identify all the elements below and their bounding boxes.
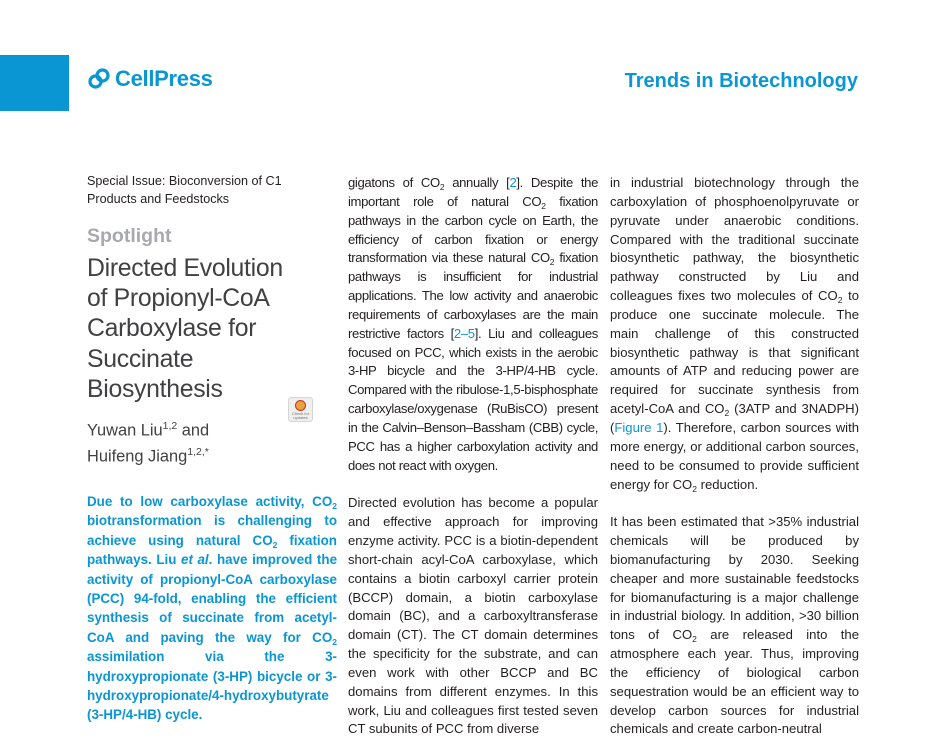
right-column (610, 174, 859, 739)
author-conjunction: and (177, 421, 210, 440)
body-text: (3ATP and 3NADPH) ( (610, 401, 859, 435)
body-paragraph (348, 174, 598, 476)
title-line: Succinate (87, 345, 194, 373)
affiliation-marker: 1,2 (162, 420, 178, 433)
subscript: 2 (837, 295, 843, 306)
body-text: in industrial biotechnology through the carboxylation of phosphoenolpyruvate or pyruvate under anaerobic conditions. Compared with the traditional succinate biosynthetic pathway, the biosynthetic pathway constructed by Liu and colleagues fixes two molecules of CO (610, 175, 859, 304)
body-paragraph: Directed evolution has become a popular and effective approach for improving enzyme activity. PCC is a biotin-dependent short-chain acyl-CoA carboxylase, which contains a biotin carboxyl carrier protein (BCCP) domain, a biotin carboxylase domain (BC), and a carboxyltransferase domain (CT). The CT domain determines the specificity for the substrate, and can even work with other BCCP and BC domains from different enzymes. In this work, Liu and colleagues first tested seven CT subunits of PCC from diverse (348, 495, 598, 737)
middle-column (348, 174, 598, 739)
author-block (87, 411, 337, 468)
body-text: to produce one succinate molecule. The main challenge of this constructed biosynthetic pathway is that significant amounts of ATP and reducing power are required for succinate synthesis from acetyl-CoA and CO (610, 288, 859, 417)
title-line: Carboxylase for (87, 315, 257, 343)
body-text: reduction. (696, 476, 759, 492)
cellpress-logo-icon (87, 67, 111, 91)
body-paragraph (610, 513, 859, 739)
body-text: annually [ (444, 175, 510, 190)
abstract-text: fixation pathways. Liu (87, 532, 337, 568)
subscript: 2 (724, 408, 730, 419)
cellpress-logo[interactable] (87, 66, 213, 92)
article-title (87, 254, 337, 405)
check-for-updates-badge[interactable] (288, 397, 313, 422)
body-text: are released into the atmosphere each year. Thus, improving the efficiency of biological carbon sequestration would be an efficient way to develop carbon sources for industrial chemicals and create carbon-neutral (610, 627, 859, 737)
body-text: fixation pathways in the carbon cycle on Earth, the efficiency of carbon fixation or energy transformation via these natural CO (348, 193, 598, 266)
header-accent-tab (0, 55, 69, 111)
reference-link[interactable]: 2 (509, 175, 517, 190)
title-line: Directed Evolution (87, 255, 283, 282)
abstract-text: Due to low carboxylase activity, CO (87, 493, 333, 509)
body-text: gigatons of CO (348, 175, 440, 190)
et-al-italic: et al (181, 552, 209, 568)
author-list (87, 415, 337, 468)
reference-link[interactable]: 2–5 (453, 325, 475, 341)
check-updates-icon (295, 400, 306, 411)
check-updates-label: Check for updates (291, 411, 310, 421)
left-column (87, 173, 337, 725)
title-line: Biosynthesis (87, 375, 223, 403)
author-name[interactable]: Huifeng Jiang (87, 447, 188, 466)
subscript: 2 (541, 200, 546, 211)
body-text: ]. Despite the important role of natural CO (348, 175, 598, 209)
title-line: of Propionyl-CoA (87, 285, 270, 313)
body-text: ). Therefore, carbon sources with more energy, or additional carbon sources, need to be consumed to provide sufficient energy for CO (610, 419, 859, 492)
author-name[interactable]: Yuwan Liu (87, 421, 163, 440)
subscript: 2 (272, 539, 278, 550)
subscript: 2 (549, 257, 555, 268)
subscript: 2 (332, 636, 337, 647)
subscript: 2 (439, 182, 445, 192)
publisher-name: CellPress (115, 66, 213, 91)
journal-title[interactable]: Trends in Biotechnology (624, 70, 858, 92)
abstract-text: . have improved the activity of propionyl-CoA carboxylase (PCC) 94-fold, enabling the efficient synthesis of succinate from acetyl-CoA and paving the way for CO (87, 552, 338, 645)
body-text: It has been estimated that >35% industrial chemicals will be produced by biomanufacturing by 2030. Seeking cheaper and more sustainable feedstocks for biomanufacturing is a major challenge in industrial biology. In addition, >30 billion tons of CO (610, 514, 859, 643)
abstract-text: assimilation via the 3-hydroxypropionate (3-HP) bicycle or 3-hydroxypropionate/4-hydroxybutyrate (3-HP/4-HB) cycle. (87, 649, 337, 723)
section-label: Spotlight (87, 225, 172, 247)
body-paragraph (610, 174, 859, 494)
subscript: 2 (692, 634, 697, 645)
figure-link[interactable]: Figure 1 (614, 419, 664, 435)
body-text: fixation pathways is insufficient for industrial applications. The low activity and anaerobic requirements of carboxylases are the main restrictive factors [ (348, 250, 598, 341)
subscript: 2 (692, 483, 697, 494)
special-issue-label: Special Issue: Bioconversion of C1 Products and Feedstocks (87, 174, 282, 206)
body-text: ]. Liu and colleagues focused on PCC, which exists in the aerobic 3-HP bicycle and the 3-HP/4-HB cycle. Compared with the ribulose-1,5-bisphosphate carboxylase/oxygenase (RuBisCO) present in the Calvin–Benson–Bassham (CBB) cycle, PCC has a higher carboxylation activity and does not react with oxygen. (348, 325, 598, 473)
subscript: 2 (332, 500, 337, 511)
abstract (87, 492, 337, 725)
abstract-text: biotransformation is challenging to achieve using natural CO (87, 513, 337, 548)
affiliation-marker: 1,2,* (187, 446, 209, 459)
